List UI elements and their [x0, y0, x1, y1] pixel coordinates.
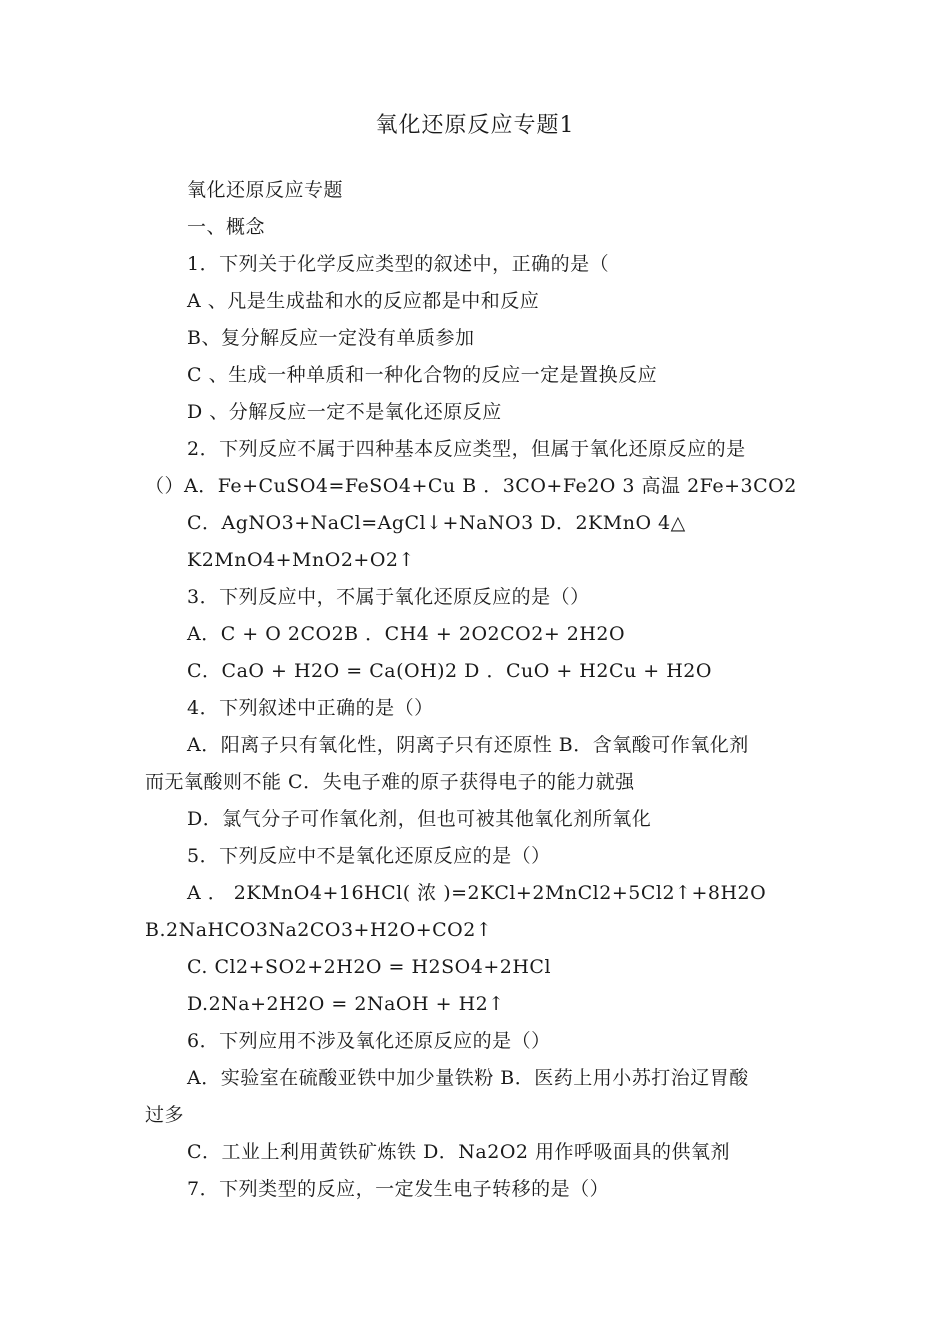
question-5: 5．下列反应中不是氧化还原反应的是（）	[187, 845, 551, 867]
question-3: 3．下列反应中，不属于氧化还原反应的是（）	[187, 586, 590, 608]
question-6-options-ab: A．实验室在硫酸亚铁中加少量铁粉 B．医药上用小苏打治辽胃酸	[187, 1067, 749, 1089]
section-subheading: 一、概念	[187, 216, 266, 238]
question-4-option-d: D．氯气分子可作氧化剂，但也可被其他氧化剂所氧化	[187, 808, 652, 830]
question-2: 2．下列反应不属于四种基本反应类型，但属于氧化还原反应的是	[187, 438, 746, 460]
question-5-option-a: A ． 2KMnO4+16HCl( 浓 )=2KCl+2MnCl2+5Cl2↑+8H2O	[187, 882, 767, 904]
question-1-option-a: A 、凡是生成盐和水的反应都是中和反应	[187, 290, 540, 312]
question-2-option-d-cont: K2MnO4+MnO2+O2↑	[187, 549, 415, 571]
question-6-options-cd: C．工业上利用黄铁矿炼铁 D．Na2O2 用作呼吸面具的供氧剂	[187, 1141, 731, 1163]
document-title: 氧化还原反应专题1	[375, 113, 575, 138]
question-5-option-b: B.2NaHCO3Na2CO3+H2O+CO2↑	[145, 919, 493, 941]
question-4-options-bc-cont: 而无氧酸则不能 C．失电子难的原子获得电子的能力就强	[145, 771, 635, 793]
question-5-option-c: C. Cl2+SO2+2H2O = H2SO4+2HCl	[187, 956, 552, 978]
question-4-options-ab: A．阳离子只有氧化性，阴离子只有还原性 B．含氧酸可作氧化剂	[187, 734, 749, 756]
question-1-option-c: C 、生成一种单质和一种化合物的反应一定是置换反应	[187, 364, 658, 386]
document-body	[145, 172, 810, 1208]
section-heading: 氧化还原反应专题	[187, 179, 344, 201]
question-2-options-ab: （）A．Fe+CuSO4=FeSO4+Cu B ．3CO+Fe2O 3 高温 2Fe+3CO2	[145, 475, 797, 497]
question-7: 7．下列类型的反应，一定发生电子转移的是（）	[187, 1178, 610, 1200]
question-1-option-b: B、复分解反应一定没有单质参加	[187, 327, 475, 349]
question-1-option-d: D 、分解反应一定不是氧化还原反应	[187, 401, 502, 423]
question-6-option-b-cont: 过多	[145, 1104, 185, 1126]
question-4: 4．下列叙述中正确的是（）	[187, 697, 434, 719]
question-1: 1．下列关于化学反应类型的叙述中，正确的是（	[187, 253, 610, 275]
question-6: 6．下列应用不涉及氧化还原反应的是（）	[187, 1030, 551, 1052]
question-3-options-ab: A．C + O 2CO2B ．CH4 + 2O2CO2+ 2H2O	[187, 623, 626, 645]
question-2-options-cd: C．AgNO3+NaCl=AgCl↓+NaNO3 D．2KMnO 4△	[187, 512, 686, 534]
question-5-option-d: D.2Na+2H2O = 2NaOH + H2↑	[187, 993, 505, 1015]
question-3-options-cd: C．CaO + H2O = Ca(OH)2 D ．CuO + H2Cu + H2O	[187, 660, 712, 682]
